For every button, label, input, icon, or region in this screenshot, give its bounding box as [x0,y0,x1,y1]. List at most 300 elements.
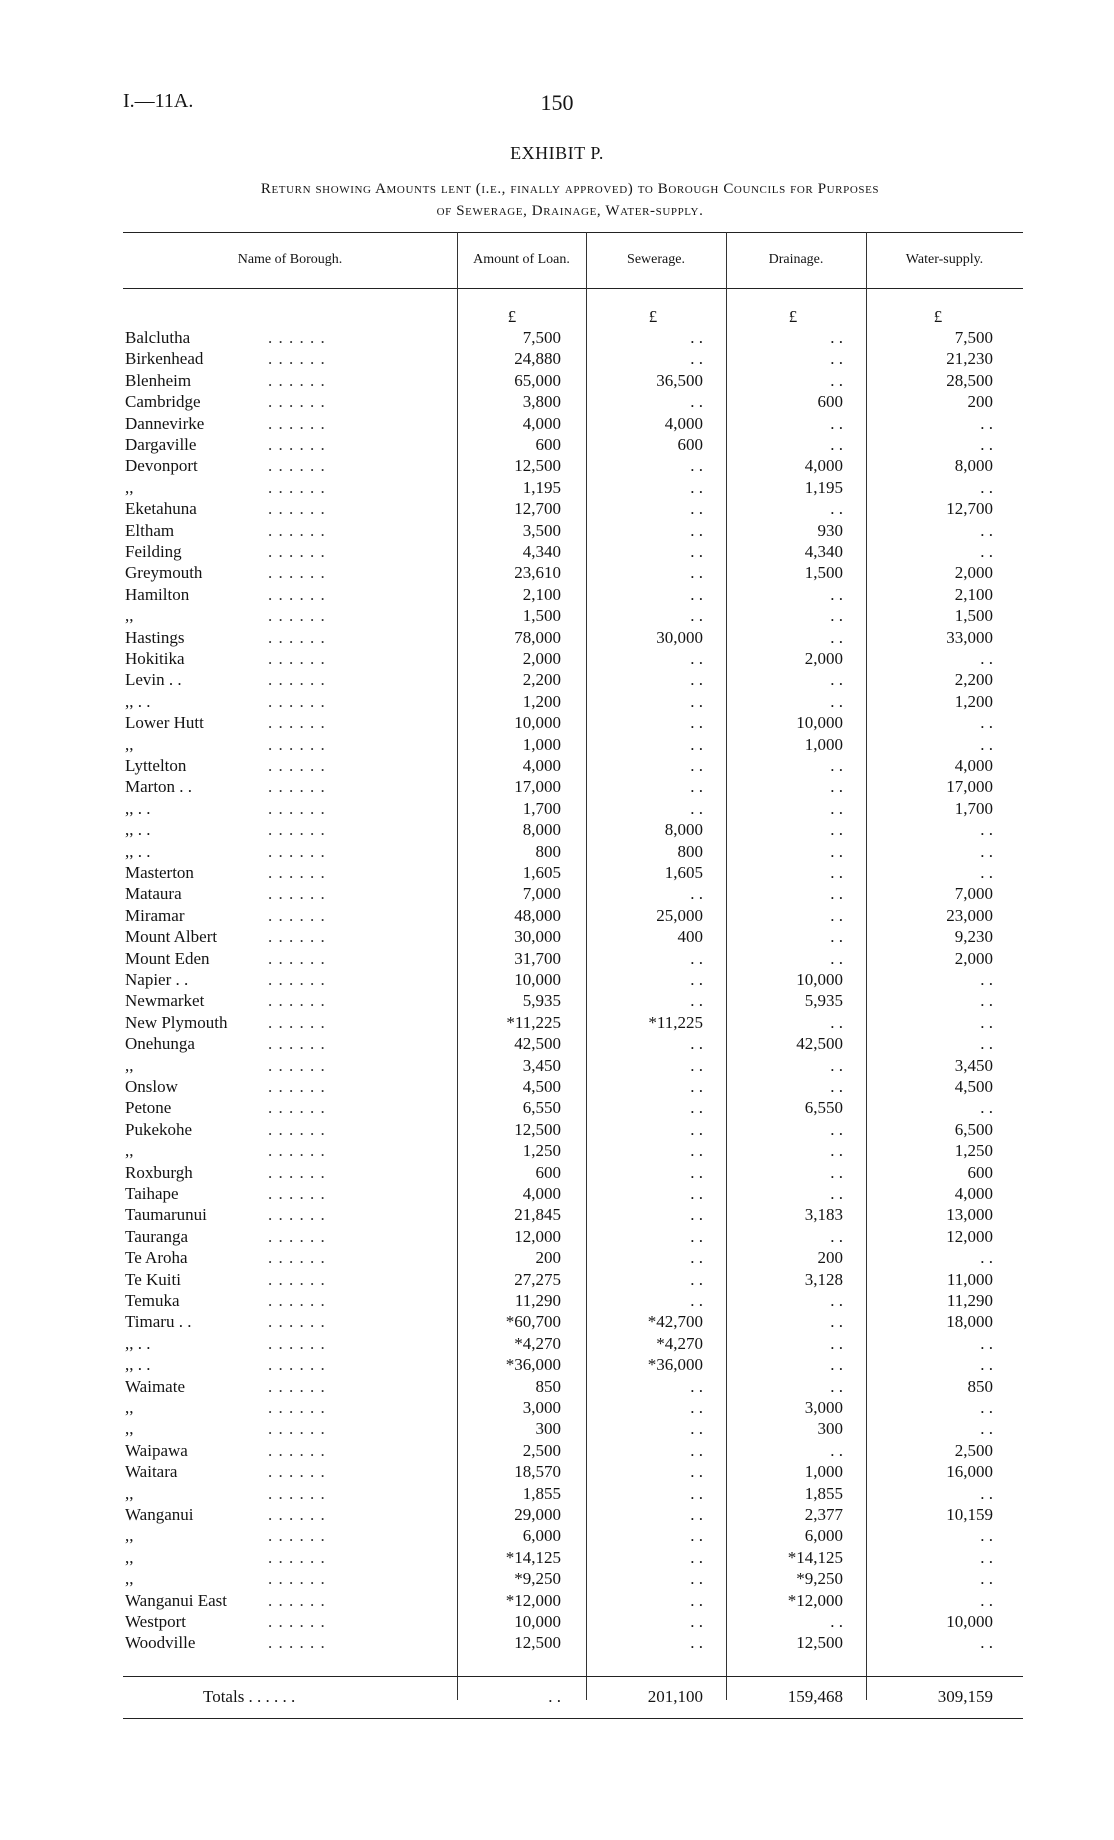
borough-name: Woodville [125,1633,196,1653]
drainage-amount: 1,000 [804,734,843,754]
sewerage-amount: . . [690,606,703,626]
sewerage-amount: . . [690,584,703,604]
water-supply-amount: 33,000 [946,627,993,647]
dot-leader: . . . . . . [268,392,326,412]
table-row [123,1204,1023,1225]
borough-name: Lyttelton [125,756,187,775]
water-supply-amount: . . [980,713,993,733]
table-row [123,969,1023,990]
drainage-amount: . . [830,691,843,711]
table-row [123,520,1023,541]
sewerage-amount: . . [690,563,703,583]
sewerage-amount: . . [690,670,703,690]
drainage-amount: 3,128 [804,1269,843,1289]
water-supply-amount: . . [980,413,993,433]
sewerage-amount: . . [690,756,703,775]
water-supply-amount: 3,450 [954,1055,993,1075]
dot-leader: . . . . . . [268,991,326,1011]
table-row [123,498,1023,519]
water-supply-amount: . . [980,1419,993,1439]
drainage-amount: . . [830,499,843,519]
loan-amount: 4,340 [522,542,561,561]
water-supply-amount: 1,700 [954,798,993,818]
dot-leader: . . . . . . [268,520,326,540]
water-supply-amount: 10,159 [946,1505,993,1524]
dot-leader: . . . . . . [268,1312,326,1332]
loan-amount: 78,000 [514,627,561,647]
sewerage-amount: . . [690,1547,703,1567]
borough-name: Masterton [125,863,194,882]
dot-leader: . . . . . . [268,1141,326,1161]
loan-amount: 1,700 [522,798,561,818]
loan-amount: *4,270 [514,1333,561,1353]
drainage-amount: 4,000 [804,456,843,476]
water-supply-amount: . . [980,820,993,840]
sewerage-amount: *11,225 [648,1012,703,1032]
loan-amount: *9,250 [514,1569,561,1589]
table-row [123,477,1023,498]
dot-leader: . . . . . . [268,1162,326,1182]
dot-leader: . . . . . . [268,499,326,519]
borough-name: ,, . . [125,1355,151,1375]
sewerage-amount: 30,000 [656,627,703,647]
loan-amount: 600 [535,435,561,454]
dot-leader: . . . . . . [268,1055,326,1075]
column-header-sewerage: Sewerage. [627,252,685,267]
water-supply-amount: 4,000 [954,756,993,775]
sewerage-amount: . . [690,1184,703,1203]
table-row [123,1376,1023,1397]
dot-leader: . . . . . . [268,1526,326,1546]
drainage-amount: . . [830,863,843,882]
dot-leader: . . . . . . [268,970,326,989]
sewerage-amount: . . [690,477,703,497]
dot-leader: . . . . . . [268,1419,326,1439]
dot-leader: . . . . . . [268,606,326,626]
water-supply-amount: . . [980,1398,993,1417]
dot-leader: . . . . . . [268,1612,326,1631]
table-top-rule [123,232,1023,233]
dot-leader: . . . . . . [268,413,326,433]
water-supply-amount: 4,000 [954,1184,993,1203]
loan-amount: *60,700 [505,1312,561,1332]
borough-name: Roxburgh [125,1162,193,1182]
dot-leader: . . . . . . [268,1248,326,1268]
sewerage-amount: . . [690,777,703,797]
borough-name: Lower Hutt [125,713,204,733]
sewerage-amount: . . [690,649,703,668]
dot-leader: . . . . . . [268,627,326,647]
loan-amount: 2,100 [522,584,561,604]
drainage-amount: . . [830,841,843,861]
table-row [123,1525,1023,1546]
water-supply-amount: 11,000 [946,1269,993,1289]
table-row [123,905,1023,926]
table-row [123,648,1023,669]
loan-amount: 1,200 [522,691,561,711]
table-row [123,1440,1023,1461]
water-supply-amount: . . [980,1012,993,1032]
totals-water: 309,159 [937,1687,993,1706]
borough-name: ,, . . [125,841,151,861]
loan-amount: 10,000 [514,1612,561,1631]
borough-name: Eltham [125,520,175,540]
dot-leader: . . . . . . [268,948,326,968]
water-supply-amount: 1,250 [954,1141,993,1161]
loan-amount: 12,500 [514,456,561,476]
table-row [123,948,1023,969]
water-supply-amount: . . [980,1569,993,1589]
loan-amount: 2,500 [522,1440,561,1460]
drainage-amount: . . [830,1141,843,1161]
sewerage-amount: . . [690,542,703,561]
loan-amount: 1,250 [522,1141,561,1161]
loan-amount: 21,845 [514,1205,561,1225]
drainage-amount: . . [830,1440,843,1460]
drainage-amount: . . [830,777,843,797]
drainage-amount: 3,183 [804,1205,843,1225]
table-row [123,1097,1023,1118]
water-supply-amount: 2,000 [954,563,993,583]
borough-name: Newmarket [125,991,205,1011]
table-row [123,1397,1023,1418]
borough-name: Waipawa [125,1440,188,1460]
drainage-amount: 600 [817,392,843,412]
sewerage-amount: . . [690,991,703,1011]
loan-amount: 12,000 [514,1226,561,1246]
drainage-amount: . . [830,1119,843,1139]
table-row [123,1076,1023,1097]
drainage-amount: . . [830,1612,843,1631]
borough-name: Te Kuiti [125,1269,181,1289]
drainage-amount: . . [830,1226,843,1246]
sewerage-amount: . . [690,1483,703,1503]
dot-leader: . . . . . . [268,1547,326,1567]
column-header-amount: Amount of Loan. [473,252,570,267]
sewerage-amount: . . [690,1098,703,1118]
drainage-amount: 930 [817,520,843,540]
table-bottom-rule [123,1718,1023,1719]
dot-leader: . . . . . . [268,1483,326,1503]
sewerage-amount: . . [690,1205,703,1225]
drainage-amount: . . [830,884,843,904]
borough-name: Petone [125,1098,172,1118]
water-supply-amount: 18,000 [946,1312,993,1332]
dot-leader: . . . . . . [268,1505,326,1524]
totals-sewerage: 201,100 [647,1687,703,1706]
sewerage-amount: . . [690,1226,703,1246]
drainage-amount: . . [830,1333,843,1353]
sewerage-amount: . . [690,1269,703,1289]
water-supply-amount: . . [980,520,993,540]
borough-name: Dannevirke [125,413,205,433]
loan-amount: 200 [535,1248,561,1268]
water-supply-amount: 1,500 [954,606,993,626]
borough-name: Eketahuna [125,499,197,519]
dot-leader: . . . . . . [268,349,326,369]
table-row [123,327,1023,348]
loan-amount: *36,000 [505,1355,561,1375]
drainage-amount: 200 [817,1248,843,1268]
borough-name: Greymouth [125,563,203,583]
table-row [123,541,1023,562]
dot-leader: . . . . . . [268,798,326,818]
table-row [123,798,1023,819]
borough-name: Wanganui East [125,1590,228,1610]
water-supply-amount: . . [980,1333,993,1353]
sewerage-amount: . . [690,1590,703,1610]
caption-line-2: of Sewerage, Drainage, Water-supply. [436,203,704,219]
drainage-amount: 2,377 [804,1505,843,1524]
column-header-water: Water-supply. [905,252,984,267]
water-supply-amount: 2,100 [954,584,993,604]
table-row [123,562,1023,583]
loan-amount: 850 [535,1376,561,1396]
water-supply-amount: . . [980,1355,993,1375]
dot-leader: . . . . . . [268,777,326,797]
loan-amount: 1,195 [522,477,561,497]
borough-name: Miramar [125,905,185,925]
sewerage-amount: . . [690,1612,703,1631]
table-row [123,605,1023,626]
dot-leader: . . . . . . [268,1462,326,1482]
loan-amount: 24,880 [514,349,561,369]
water-supply-amount: . . [980,734,993,754]
dot-leader: . . . . . . [268,1034,326,1054]
loan-amount: 12,500 [514,1633,561,1653]
water-supply-amount: . . [980,970,993,989]
table-row [123,627,1023,648]
loan-amount: 7,500 [522,328,561,347]
drainage-amount: . . [830,606,843,626]
table-row [123,1333,1023,1354]
drainage-amount: *9,250 [796,1569,843,1589]
borough-name: ,, [125,1547,134,1567]
drainage-amount: . . [830,927,843,947]
loan-amount: 600 [535,1162,561,1182]
sewerage-amount: 4,000 [664,413,703,433]
water-supply-amount: 600 [967,1162,993,1182]
loan-amount: 6,000 [522,1526,561,1546]
dot-leader: . . . . . . [268,734,326,754]
drainage-amount: 1,195 [804,477,843,497]
table-row [123,1247,1023,1268]
loan-amount: *14,125 [505,1547,561,1567]
drainage-amount: 12,500 [796,1633,843,1653]
dot-leader: . . . . . . [268,1291,326,1310]
table-row [123,819,1023,840]
loan-amount: 1,855 [522,1483,561,1503]
loan-amount: 3,450 [522,1055,561,1075]
unit-water: £ [933,307,943,326]
loan-amount: 10,000 [514,970,561,989]
borough-name: Balclutha [125,328,191,347]
loan-amount: 3,500 [522,520,561,540]
borough-name: Temuka [125,1291,180,1310]
water-supply-amount: . . [980,435,993,454]
totals-drainage: 159,468 [787,1687,843,1706]
sewerage-amount: 600 [677,435,703,454]
dot-leader: . . . . . . [268,1269,326,1289]
table-row [123,1226,1023,1247]
drainage-amount: . . [830,435,843,454]
borough-name: ,, [125,1055,134,1075]
borough-name: Onslow [125,1077,178,1096]
loan-amount: 7,000 [522,884,561,904]
loan-amount: 800 [535,841,561,861]
dot-leader: . . . . . . [268,370,326,390]
drainage-amount: . . [830,349,843,369]
dot-leader: . . . . . . [268,1333,326,1353]
drainage-amount: . . [830,756,843,775]
sewerage-amount: . . [690,798,703,818]
drainage-amount: 42,500 [796,1034,843,1054]
table-row [123,1590,1023,1611]
loan-amount: 11,290 [514,1291,561,1310]
dot-leader: . . . . . . [268,905,326,925]
dot-leader: . . . . . . [268,1184,326,1203]
water-supply-amount: 28,500 [946,370,993,390]
drainage-amount: . . [830,1055,843,1075]
dot-leader: . . . . . . [268,884,326,904]
borough-name: Pukekohe [125,1119,193,1139]
sewerage-amount: . . [690,1162,703,1182]
sewerage-amount: 25,000 [656,905,703,925]
drainage-amount: 1,855 [804,1483,843,1503]
exhibit-title: EXHIBIT P. [510,143,604,163]
loan-amount: 65,000 [514,370,561,390]
borough-name: Mount Eden [125,948,210,968]
water-supply-amount: 2,200 [954,670,993,690]
table-caption [120,178,1020,222]
water-supply-amount: . . [980,1547,993,1567]
table-row [123,755,1023,776]
table-row [123,841,1023,862]
loan-amount: 4,500 [522,1077,561,1096]
sewerage-amount: . . [690,1462,703,1482]
drainage-amount: 4,340 [804,542,843,561]
totals-amount: . . [548,1687,561,1706]
borough-name: Hamilton [125,584,190,604]
drainage-amount: . . [830,1184,843,1203]
borough-name: Feilding [125,542,182,561]
loan-amount: 2,200 [522,670,561,690]
sewerage-amount: *4,270 [656,1333,703,1353]
water-supply-amount: 10,000 [946,1612,993,1631]
borough-name: Timaru . . [125,1312,192,1332]
table-row [123,413,1023,434]
totals-row [123,1684,1023,1710]
borough-name: Marton . . [125,777,193,797]
water-supply-amount: 12,700 [946,499,993,519]
table-row [123,1611,1023,1632]
table-row [123,1483,1023,1504]
drainage-amount: 6,000 [804,1526,843,1546]
drainage-amount: 3,000 [804,1398,843,1417]
borough-name: Blenheim [125,370,192,390]
series-reference: I.—11A. [123,90,194,112]
borough-name: Tauranga [125,1226,188,1246]
drainage-amount: . . [830,798,843,818]
totals-top-rule [123,1676,1023,1677]
drainage-amount: 10,000 [796,713,843,733]
table-row [123,1033,1023,1054]
loan-amount: 10,000 [514,713,561,733]
drainage-amount: . . [830,1291,843,1310]
sewerage-amount: . . [690,884,703,904]
water-supply-amount: 23,000 [946,905,993,925]
dot-leader: . . . . . . [268,863,326,882]
borough-name: Taihape [125,1184,179,1203]
header-bottom-rule [123,288,1023,289]
sewerage-amount: . . [690,499,703,519]
sewerage-amount: . . [690,1034,703,1054]
table-row [123,1183,1023,1204]
drainage-amount: . . [830,328,843,347]
water-supply-amount: . . [980,1483,993,1503]
unit-amount: £ [507,307,517,326]
water-supply-amount: . . [980,863,993,882]
page-number: 150 [540,90,574,115]
borough-name: Mataura [125,884,182,904]
drainage-amount: 1,000 [804,1462,843,1482]
loan-amount: 1,000 [522,734,561,754]
units-row [123,306,1023,327]
drainage-amount: . . [830,627,843,647]
water-supply-amount: 850 [967,1376,993,1396]
table-row [123,712,1023,733]
water-supply-amount: . . [980,1590,993,1610]
dot-leader: . . . . . . [268,691,326,711]
drainage-amount: 5,935 [804,991,843,1011]
borough-name: ,, [125,1526,134,1546]
sewerage-amount: . . [690,1248,703,1268]
borough-name: ,, [125,1419,134,1439]
water-supply-amount: . . [980,1248,993,1268]
column-header-name: Name of Borough. [237,252,343,267]
dot-leader: . . . . . . [268,1440,326,1460]
borough-name: Westport [125,1612,186,1631]
loan-amount: 3,800 [522,392,561,412]
sewerage-amount: . . [690,392,703,412]
water-supply-amount: 9,230 [954,927,993,947]
dot-leader: . . . . . . [268,1077,326,1096]
sewerage-amount: . . [690,1505,703,1524]
water-supply-amount: 2,500 [954,1440,993,1460]
borough-name: ,, . . [125,798,151,818]
borough-name: ,, . . [125,1333,151,1353]
dot-leader: . . . . . . [268,1355,326,1375]
water-supply-amount: . . [980,1526,993,1546]
borough-name: Levin . . [125,670,182,690]
sewerage-amount: 1,605 [664,863,703,882]
borough-name: ,, [125,734,134,754]
table-row [123,1119,1023,1140]
sewerage-amount: . . [690,1055,703,1075]
dot-leader: . . . . . . [268,328,326,347]
water-supply-amount: 16,000 [946,1462,993,1482]
borough-name: Cambridge [125,392,201,412]
sewerage-amount: 800 [677,841,703,861]
table-row [123,1354,1023,1375]
sewerage-amount: 8,000 [664,820,703,840]
sewerage-amount: . . [690,1419,703,1439]
drainage-amount: . . [830,905,843,925]
column-header-drainage: Drainage. [768,252,824,267]
dot-leader: . . . . . . [268,1590,326,1610]
water-supply-amount: . . [980,477,993,497]
loan-amount: *11,225 [506,1012,561,1032]
